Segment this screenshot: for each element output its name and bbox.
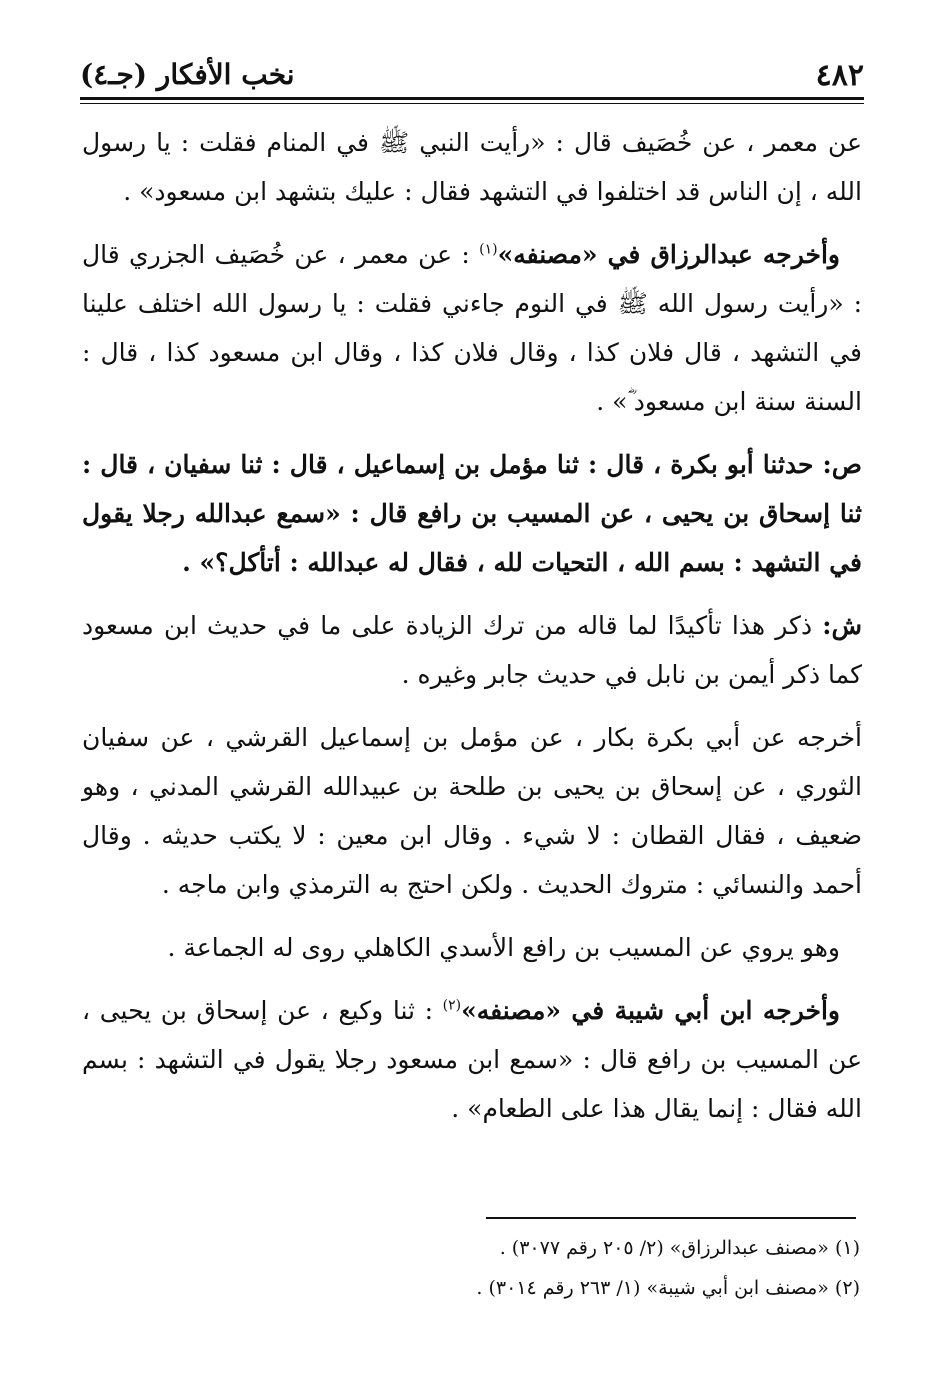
paragraph-5	[82, 713, 862, 909]
paragraph-text: : ثنا وكيع ، عن إسحاق بن يحيى ، عن المسيب بن رافع قال : «سمع ابن مسعود رجلا يقول في التشهد : بسم الله فقال : إنما يقال هذا على الطعام» .	[82, 996, 862, 1123]
paragraph-text: ذكر هذا تأكيدًا لما قاله من ترك الزيادة على ما في حديث ابن مسعود كما ذكر أيمن بن نابل في حديث جابر وغيره .	[82, 611, 862, 689]
paragraph-4	[82, 601, 862, 699]
paragraph-1	[82, 118, 862, 216]
header-rule-thin	[80, 103, 864, 104]
book-title: نخب الأفكار (جـ٤)	[80, 58, 295, 91]
page-body	[82, 118, 862, 1147]
paragraph-text: أخرجه عن أبي بكرة بكار ، عن مؤمل بن إسماعيل القرشي ، عن سفيان الثوري ، عن إسحاق بن يحيى بن طلحة بن عبيدالله القرشي المدني ، وهو ضعيف ، فقال القطان : لا شيء . وقال ابن معين : لا يكتب حديثه . وقال أحمد والنسائي : متروك الحديث . ولكن احتج به الترمذي وابن ماجه .	[82, 723, 862, 899]
footnotes	[82, 1228, 860, 1308]
paragraph-lead: ص:	[822, 450, 862, 479]
paragraph-text: وهو يروي عن المسيب بن رافع الأسدي الكاهلي روى له الجماعة .	[167, 933, 840, 962]
paragraph-3	[82, 440, 862, 587]
page-header	[80, 58, 864, 98]
footnote-ref-1[interactable]: (١)	[479, 241, 498, 258]
paragraph-lead: وأخرجه عبدالرزاق في «مصنفه»	[497, 240, 841, 269]
paragraph-text: حدثنا أبو بكرة ، قال : ثنا مؤمل بن إسماعيل ، قال : ثنا سفيان ، قال : ثنا إسحاق بن يحيى ، عن المسيب بن رافع قال : «سمع عبدالله رجلا يقول في التشهد : بسم الله ، التحيات لله ، فقال له عبدالله : أتأكل؟» .	[82, 450, 862, 577]
page-number: ٤٨٢	[815, 58, 864, 93]
footnote-separator	[486, 1217, 856, 1219]
footnote-ref-2[interactable]: (٢)	[442, 997, 462, 1014]
footnote-1: (١) «مصنف عبدالرزاق» (٢/ ٢٠٥ رقم ٣٠٧٧) .	[499, 1237, 860, 1259]
paragraph-2	[82, 230, 862, 426]
paragraph-6	[82, 923, 862, 972]
footnote-2: (٢) «مصنف ابن أبي شيبة» (١/ ٢٦٣ رقم ٣٠١٤) .	[476, 1277, 860, 1299]
paragraph-text: : عن معمر ، عن خُصَيف الجزري قال : «رأيت رسول الله ﷺ في النوم جاءني فقلت : يا رسول الله اختلف علينا في التشهد ، قال فلان كذا ، وقال فلان كذا ، وقال ابن مسعود كذا ، قال : السنة سنة ابن مسعود ؓ» .	[82, 240, 862, 416]
paragraph-7	[82, 986, 862, 1133]
paragraph-text: عن معمر ، عن خُصَيف قال : «رأيت النبي ﷺ في المنام فقلت : يا رسول الله ، إن الناس قد اختلفوا في التشهد فقال : عليك بتشهد ابن مسعود» .	[82, 128, 862, 206]
paragraph-lead: ش:	[822, 611, 862, 640]
paragraph-lead: وأخرجه ابن أبي شيبة في «مصنفه»	[461, 996, 841, 1025]
header-rule-thick	[80, 97, 864, 100]
